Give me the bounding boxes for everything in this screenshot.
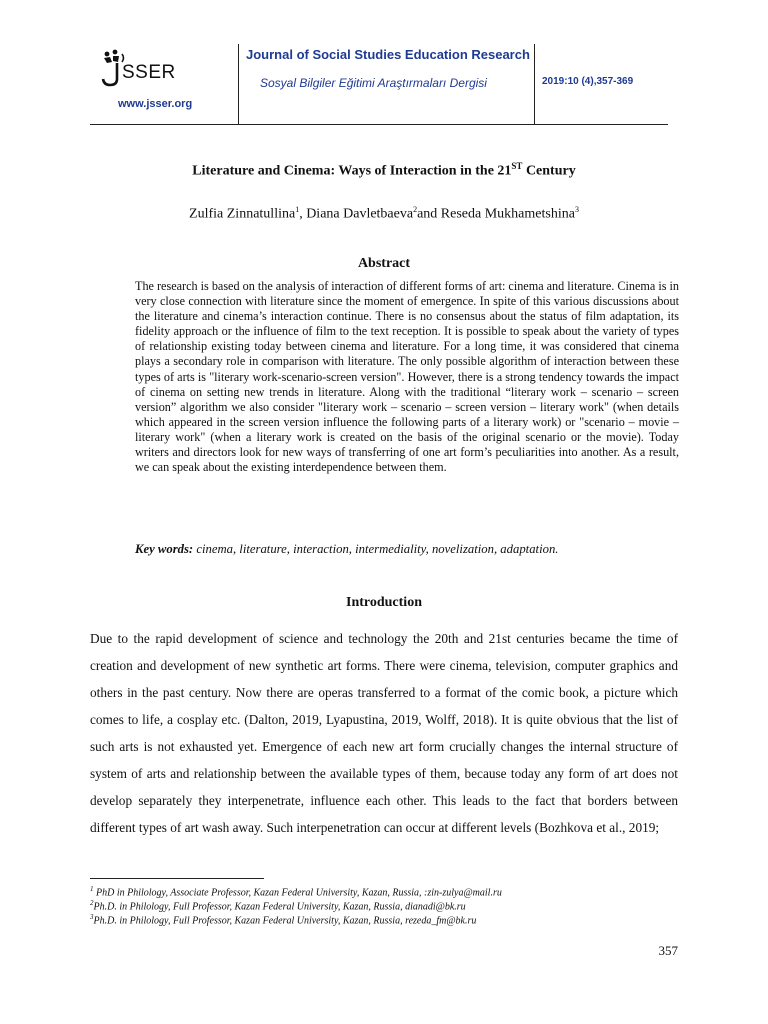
abstract-text: The research is based on the analysis of interaction of different forms of art: cinema and literature. Cinema is in very close connection with literature since the moment of emergence. In spite of this various discussions about the literature and cinema’s interaction continue. There is no consensus about the status of film adaptation, its fidelity approach or the influence of film to the text reception. It is possible to speak about the variety of types of relationship existing today between cinema and literature. For a long time, it was considered that cinema plays a secondary role in comparison with literature. The only possible algorithm of interaction between these types of arts is "literary work-scenario-screen version". However, there is a strong tendency towards the impact of cinema on setting new trends in literature. Along with the traditional “literary work – scenario – screen version” algorithm we also consider "literary work – scenario – screen version – literary work" (when details which appeared in the screen version influence the following parts of a literary work) or "scenario – movie – literary work" (when a literary work is created on the basis of the original scenario or the movie). Today writers and directors look for new ways of transferring of one art form’s peculiarities into another. As a result, we can speak about the existing interdependence between them. [135,279,679,475]
header-divider [238,44,239,124]
article-title: Literature and Cinema: Ways of Interaction in the 21ST Century [192,161,576,179]
logo-wordmark: SSER [122,62,176,83]
author-name: Diana Davletbaeva [306,206,414,222]
abstract-heading: Abstract [357,256,411,271]
footnote: $^1$ PhD in Philology, Associate Professor, Kazan Federal University, Kazan, Russia, :zin-zulya@mail.ru [90,885,502,899]
footnote: $^2$Ph.D. in Philology, Full Professor, Kazan Federal University, Kazan, Russia, dianadi@bk.ru [90,899,466,913]
keywords-list: cinema, literature, interaction, intermediality, novelization, adaptation. [193,542,559,556]
journal-header [90,44,668,125]
footnote-ref: 3 [574,205,579,214]
footnote: $^3$Ph.D. in Philology, Full Professor, Kazan Federal University, Kazan, Russia, rezeda_fm@bk.ru [90,913,477,927]
introduction-text: Due to the rapid development of science and technology the 20th and 21st centuries became the time of creation and development of new synthetic art forms. There were cinema, television, computer graphics and others in the past century. Now there are operas transferred to a format of the comic book, a picture which comes to life, a cosplay etc. (Dalton, 2019, Lyapustina, 2019, Wolff, 2018). It is quite obvious that the list of such arts is not exhausted yet. Emergence of each new art form crucially changes the internal structure of system of arts and relationship between the available types of them, because today any form of art does not develop separately they interpenetrate, influence each other. This leads to the fact that borders between different types of art wash away. Such interpenetration can occur at different levels (Bozhkova et al., 2019; [90,631,678,835]
page-number: 357 [658,943,678,958]
footnote-separator [90,878,264,879]
author-name: Zulfia Zinnatullina [189,206,296,222]
keywords [135,542,679,557]
footnote-ref: 2 [413,205,418,214]
header-divider [534,44,535,124]
journal-website-link[interactable]: www.jsser.org [118,98,193,110]
journal-citation: 2019:10 (4),357-369 [542,76,634,87]
footnote-ref: 1 [295,205,300,214]
keywords-label: Key words: [135,542,194,556]
journal-subtitle: Sosyal Bilgiler Eğitimi Araştırmaları Dergisi [260,76,487,90]
author-list: Zulfia Zinnatullina$^1$, Diana Davletbaeva$^2$and Reseda Mukhametshina$^3$ [189,205,579,222]
journal-title: Journal of Social Studies Education Research [246,47,530,62]
journal-logo [98,48,228,92]
introduction-heading: Introduction [346,595,422,610]
author-name: Reseda Mukhametshina [440,206,575,222]
